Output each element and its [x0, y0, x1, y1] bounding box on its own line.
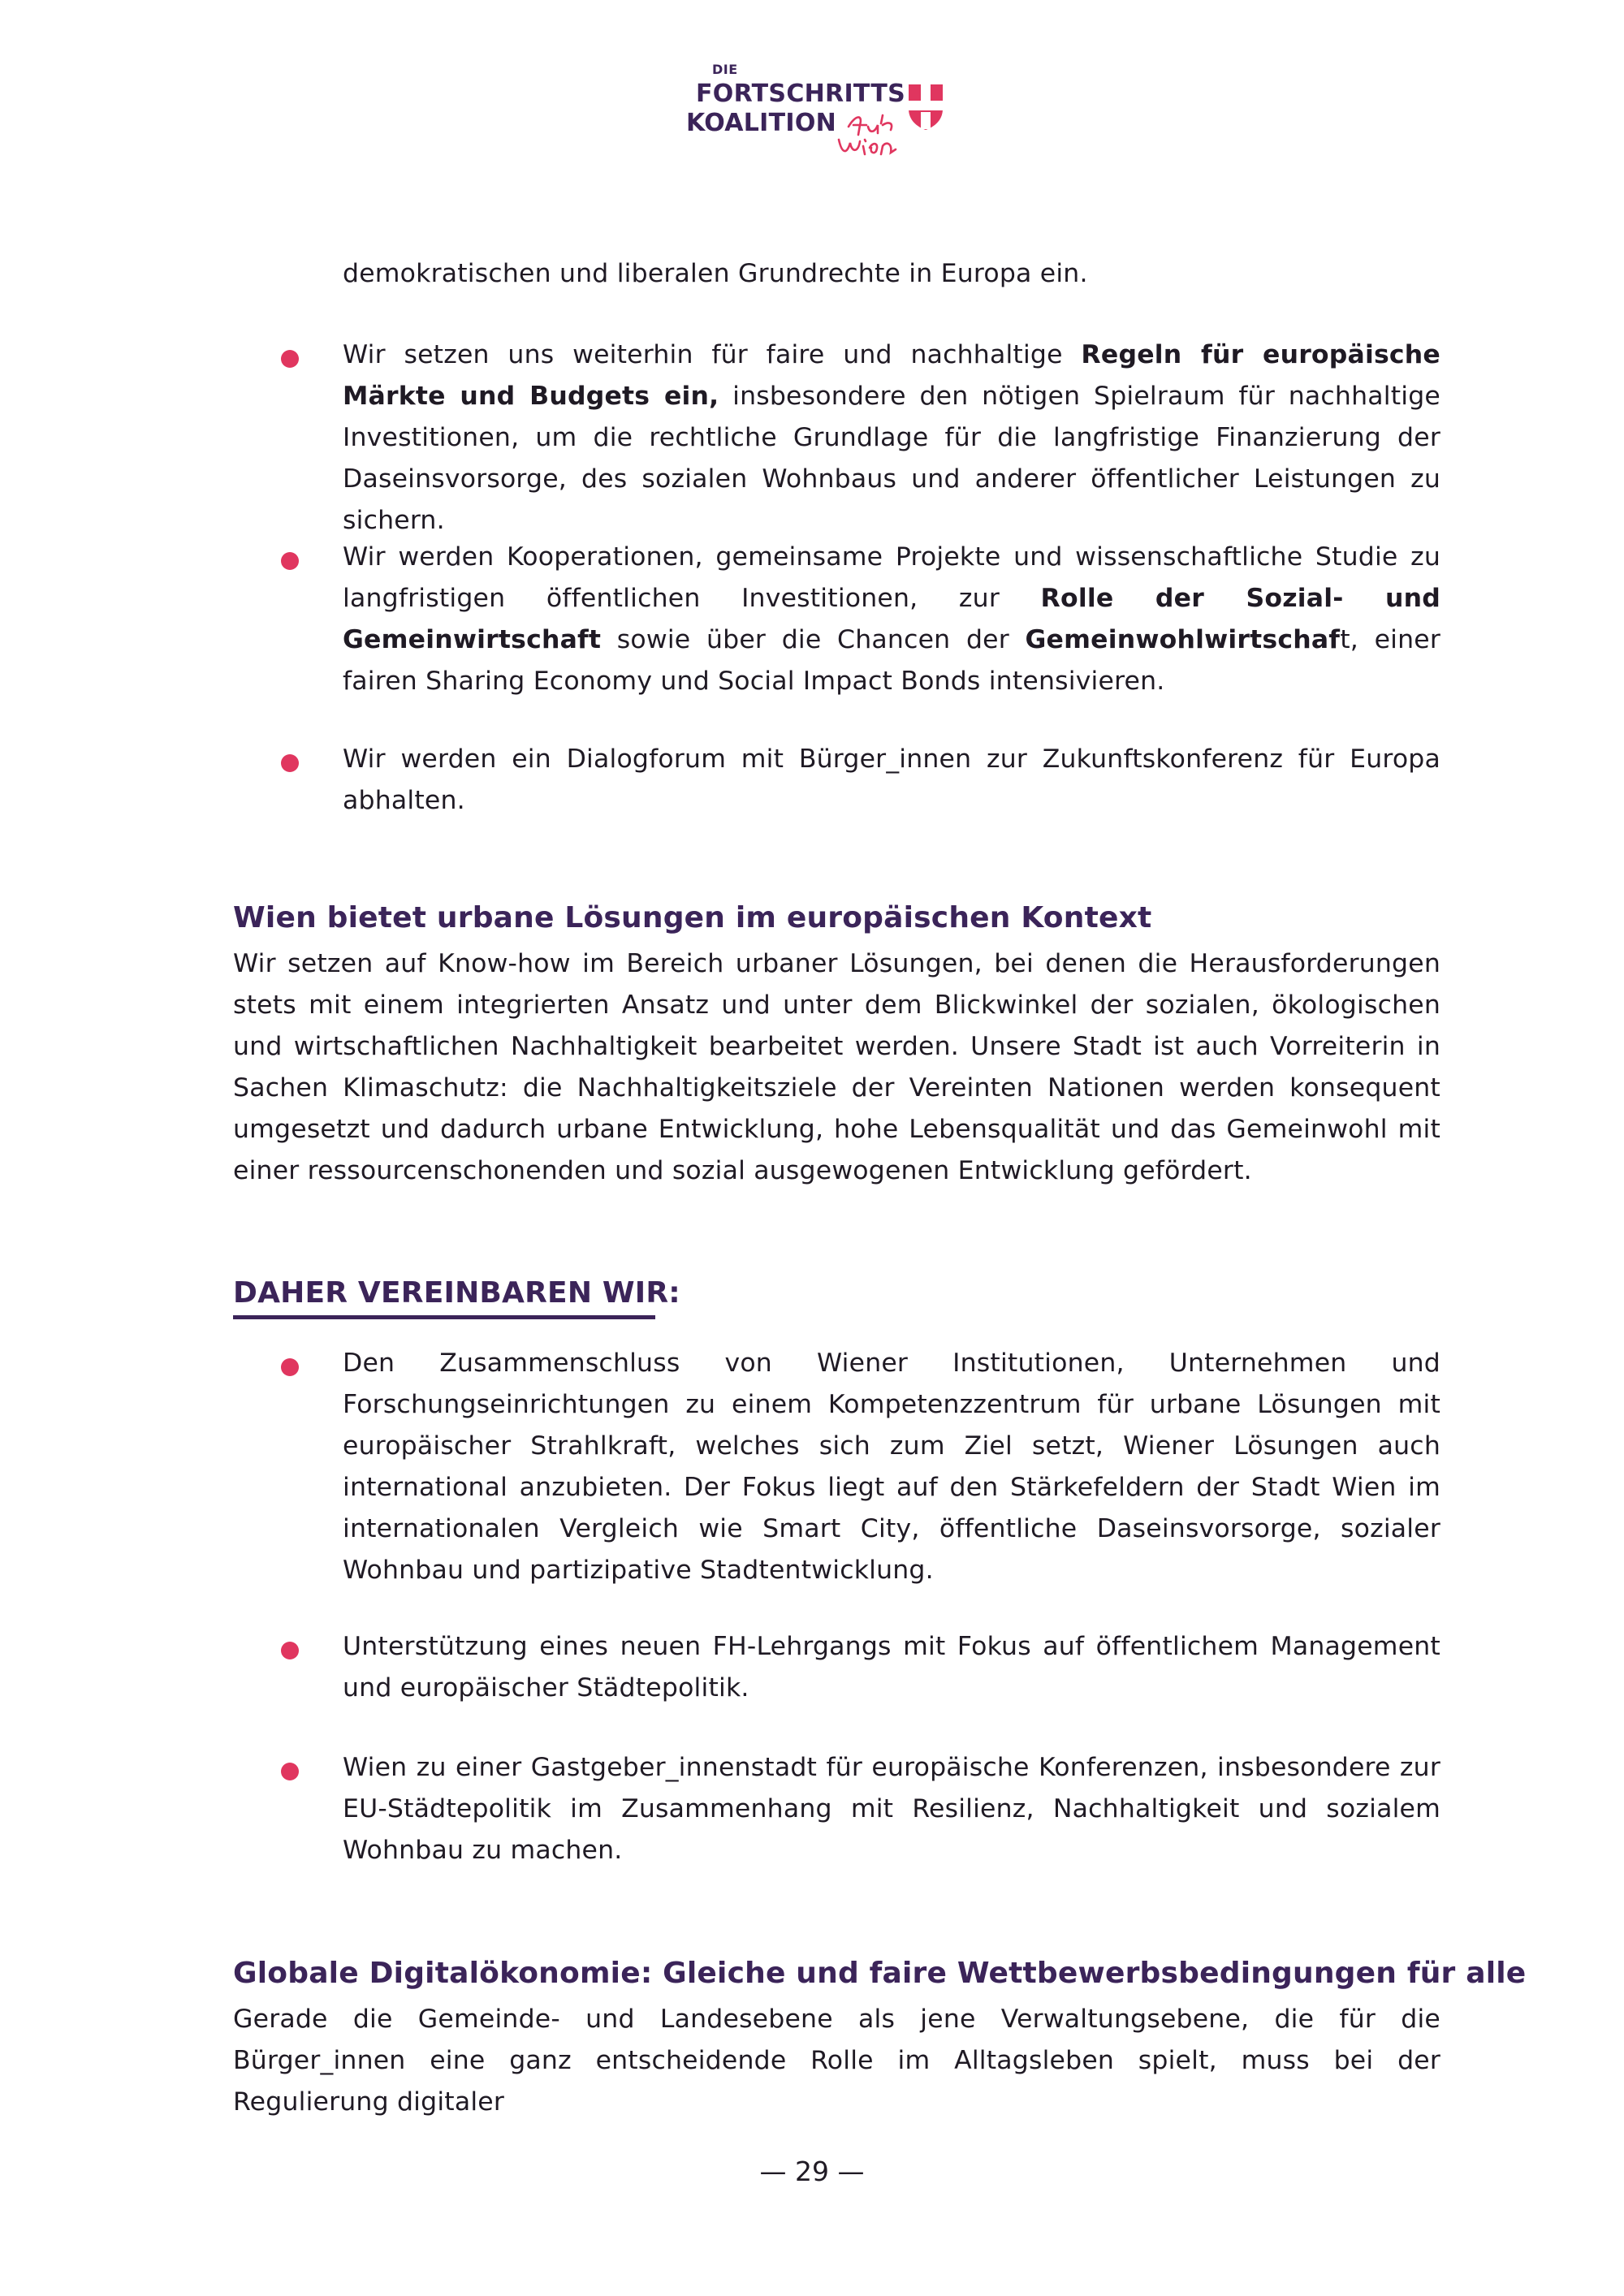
list-item-text: t, einer fairen Sharing Economy und Social Impact Bonds intensivieren. — [343, 625, 1441, 696]
bullet-dot — [281, 1642, 299, 1659]
bullet-dot — [281, 350, 299, 368]
list-item-fh-lehrgang — [343, 1626, 1440, 1709]
bullet-dot — [281, 552, 299, 570]
bullet-dot — [281, 1358, 299, 1376]
list-item-kompetenzzentrum — [343, 1343, 1440, 1591]
vienna-coat-of-arms-icon — [907, 83, 944, 132]
logo-die: DIE — [712, 62, 738, 77]
list-item-text: Wir werden Kooperationen, gemeinsame Projekte und wissenschaftliche Studie zu langfristigen öffentlichen Investitionen, zur — [343, 542, 1440, 613]
section-heading-digital: Globale Digitalökonomie: Gleiche und faire Wettbewerbsbedingungen für alle — [233, 1957, 1527, 1990]
list-item-text: Den Zusammenschluss von Wiener Institutionen, Unternehmen und Forschungseinrichtungen zu einem Kompetenzzentrum für urbane Lösungen mit europäischer Strahlkraft, welches sich zum Ziel setzt, Wiener Lösungen auch international anzubieten. Der Fokus liegt auf den Stärkefeldern der Stadt Wien im internationalen Vergleich wie Smart City, öffentliche Daseinsvorsorge, sozialer Wohnbau und partizipative Stadtentwicklung. — [343, 1349, 1440, 1585]
list-item-text: Wien zu einer Gastgeber_innenstadt für europäische Konferenzen, insbesondere zur EU-Städtepolitik im Zusammenhang mit Resilienz, Nachhaltigkeit und sozialem Wohnbau zu machen. — [343, 1753, 1440, 1865]
logo-line-fortschritts: FORTSCHRITTS — [696, 80, 906, 108]
bullet-dot — [281, 1763, 299, 1780]
list-item-bold: Gemeinwohlwirtschaf — [1025, 625, 1341, 654]
logo-script-fuer-wien — [831, 107, 912, 161]
logo-line-koalition: KOALITION — [686, 109, 837, 137]
list-item-dialogforum — [343, 739, 1440, 822]
list-item-text: insbesondere den nötigen Spielraum für nachhaltige Investitionen, um die rechtliche Grundlage für die langfristige Finanzierung der Daseinsvorsorge, des sozialen Wohnbaus und anderer öffentlicher Leistungen zu sichern. — [343, 382, 1440, 535]
intro-continuation-text: demokratischen und liberalen Grundrechte in Europa ein. — [343, 259, 1088, 288]
coalition-logo — [686, 58, 954, 164]
intro-continuation — [343, 253, 1440, 295]
list-item-text: sowie über die Chancen der — [601, 625, 1026, 654]
list-item-bold: Rolle der Sozial- und Gemeinwirtschaft — [343, 584, 1440, 654]
list-item-text: Wir setzen uns weiterhin für faire und nachhaltige — [343, 340, 1082, 369]
section-heading-urban: Wien bietet urbane Lösungen im europäischen Kontext — [233, 901, 1152, 934]
list-item-text: Wir werden ein Dialogforum mit Bürger_innen zur Zukunftskonferenz für Europa abhalten. — [343, 744, 1440, 815]
list-item-markets — [343, 334, 1440, 542]
section-paragraph-digital — [233, 1999, 1440, 2123]
list-item-gastgeberstadt — [343, 1747, 1440, 1871]
section-paragraph-urban — [233, 943, 1440, 1192]
page-number: — 29 — — [759, 2156, 865, 2187]
list-item-text: Unterstützung eines neuen FH-Lehrgangs mit Fokus auf öffentlichem Management und europäischer Städtepolitik. — [343, 1632, 1440, 1703]
agreement-heading-underline — [233, 1315, 655, 1319]
paragraph-text: Gerade die Gemeinde- und Landesebene als jene Verwaltungsebene, die für die Bürger_innen eine ganz entscheidende Rolle im Alltagsleben spielt, muss bei der Regulierung digitaler — [233, 2005, 1440, 2117]
bullet-dot — [281, 754, 299, 772]
paragraph-text: Wir setzen auf Know-how im Bereich urbaner Lösungen, bei denen die Herausforderungen stets mit einem integrierten Ansatz und unter dem Blickwinkel der sozialen, ökologischen und wirtschaftlichen Nachhaltigkeit bearbeitet werden. Unsere Stadt ist auch Vorreiterin in Sachen Klimaschutz: die Nachhaltigkeitsziele der Vereinten Nationen werden konsequent umgesetzt und dadurch urbane Entwicklung, hohe Lebensqualität und das Gemeinwohl mit einer ressourcenschonenden und sozial ausgewogenen Entwicklung gefördert. — [233, 949, 1440, 1185]
agreement-heading: DAHER VEREINBAREN WIR: — [233, 1276, 680, 1310]
list-item-bold: Regeln für europäische Märkte und Budgets ein, — [343, 340, 1440, 411]
list-item-cooperation — [343, 537, 1440, 702]
